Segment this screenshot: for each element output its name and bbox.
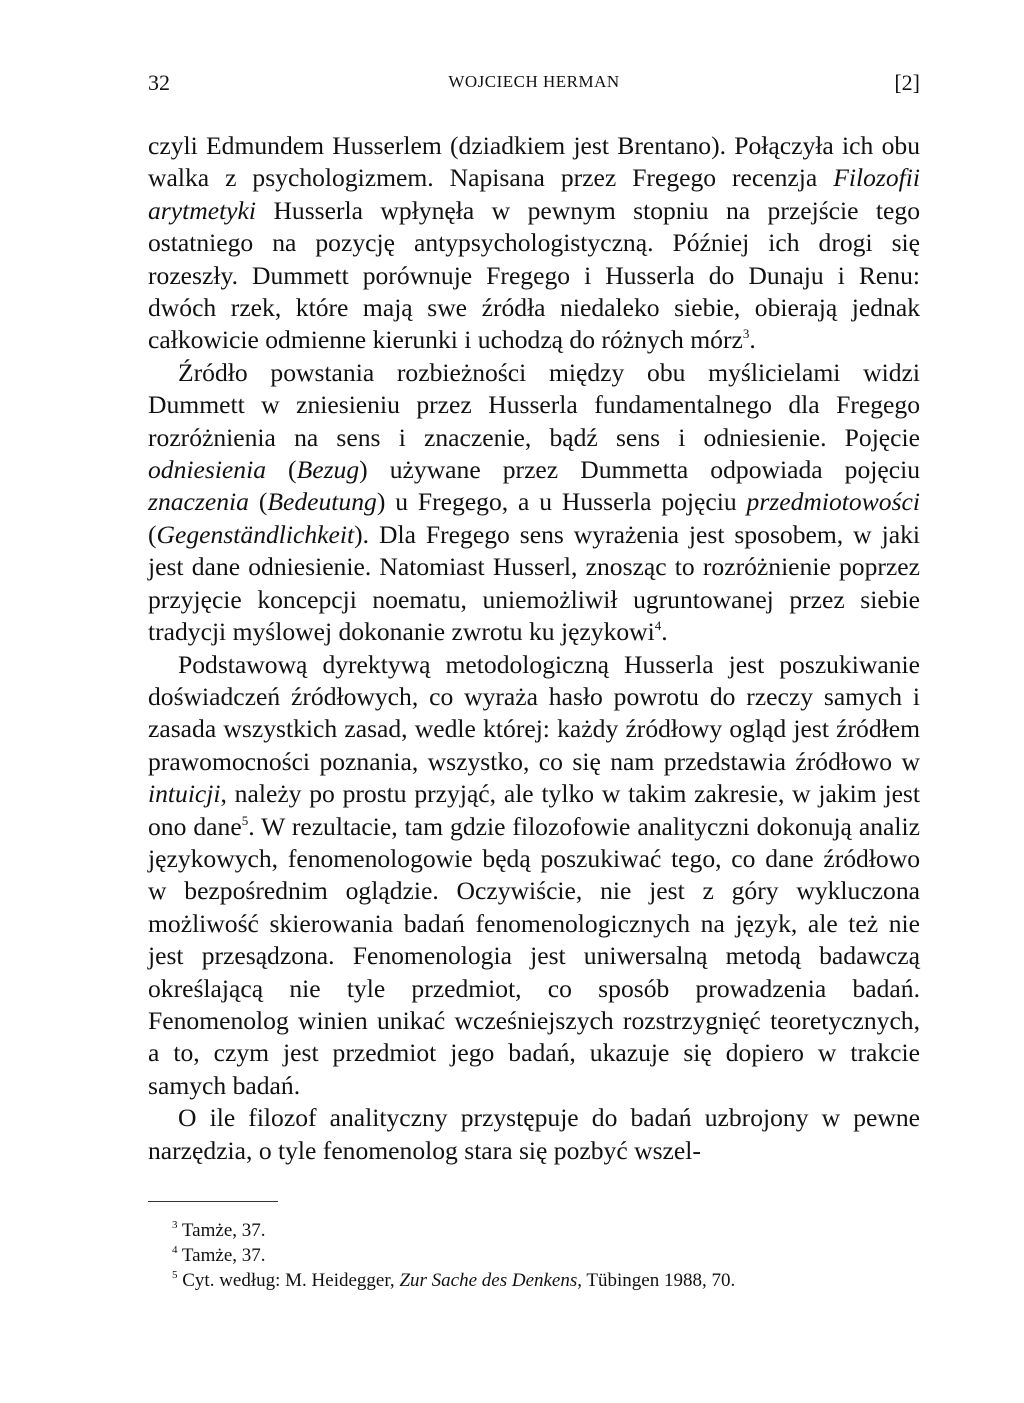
text-run: Źródło powstania rozbieżności między obu myślicielami widzi Dummett w zniesieniu przez Husserla fundamentalnego dla Fregego rozróżnienia na sens i znaczenie, bądź sens i odniesienie. Pojęcie — [148, 357, 920, 452]
text-run: ( — [248, 487, 268, 517]
text-run: czyli Edmundem Husserlem (dziadkiem jest Brentano). Połączyła ich obu walka z psychologizmem. Napisana przez Fregego recenzja — [148, 131, 920, 193]
text-run: . W rezultacie, tam gdzie filozofowie analityczni dokonują analiz językowych, fenomenologowie będą poszukiwać tego, co dane źródłowo w bezpośrednim oglądzie. Oczywiście, nie jest z góry wykluczona możliwość skierowania badań fenomenologicznych na język, ale też nie jest przesądzona. Fenomenologia jest uniwersalną metodą badawczą określającą nie tyle przedmiot, co sposób prowadzenia badań. Fenomenolog winien unikać wcześniejszych rozstrzygnięć teoretycznych, a to, czym jest przedmiot jego badań, ukazuje się dopiero w trakcie samych badań. — [148, 811, 921, 1100]
footnote — [172, 1268, 920, 1293]
text-run: Husserla wpłynęła w pewnym stopniu na przejście tego ostatniego na pozycję antypsychologistyczną. Później ich drogi się rozeszły. Dummett porównuje Fregego i Husserla do Dunaju i Renu: dwóch rzek, które mają swe źródła niedaleko siebie, obierają jednak całkowicie odmienne kierunki i uchodzą do różnych mórz — [148, 195, 920, 355]
italic-text: intuicji — [148, 779, 221, 809]
footnote-ref: 5 — [241, 812, 249, 828]
italic-text: Bedeutung — [267, 487, 377, 517]
running-head — [148, 70, 920, 106]
text-run: Podstawową dyrektywą metodologiczną Husserla jest poszukiwanie doświadczeń źródłowych, co wyraża hasło powrotu do rzeczy samych i zasada wszystkich zasad, wedle której: każdy źródłowy ogląd jest źródłem prawomocności poznania, wszystko, co się nam przedstawia źródłowo w — [148, 649, 920, 776]
paragraph — [148, 1102, 920, 1167]
text-run: Cyt. według: M. Heidegger, — [177, 1270, 400, 1291]
page — [148, 70, 920, 1293]
body-text — [148, 130, 920, 1167]
text-run: ). Dla Fregego sens wyrażenia jest sposobem, w jaki jest dane odniesienie. Natomiast Husserl, znosząc to rozróżnienie poprzez przyjęcie koncepcji noematu, uniemożliwił ugruntowanej przez siebie tradycji myślowej dokonanie zwrotu ku językowi — [148, 519, 920, 647]
footnote-ref: 5 — [172, 1269, 178, 1281]
text-run: O ile filozof analityczny przystępuje do badań uzbrojony w pewne narzędzia, o tyle fenomenolog stara się pozbyć wszel- — [148, 1103, 920, 1165]
page-number: 32 — [148, 70, 170, 95]
footnote-ref: 3 — [742, 326, 750, 342]
footnote-divider — [148, 1201, 278, 1202]
text-run: Tamże, 37. — [177, 1220, 266, 1241]
italic-text: przedmiotowości — [746, 487, 921, 517]
footnote-ref: 4 — [654, 618, 662, 634]
italic-text: odniesienia — [148, 455, 266, 485]
text-run: ( — [148, 519, 157, 549]
text-run: , należy po prostu przyjąć, ale tylko w takim zakresie, w jakim jest ono dane — [148, 779, 920, 841]
italic-text: Gegenständlichkeit — [156, 519, 355, 549]
running-head-author: WOJCIECH HERMAN — [448, 72, 620, 91]
footnote — [172, 1218, 920, 1243]
footnotes — [172, 1218, 920, 1293]
footnote-ref: 3 — [172, 1219, 178, 1231]
paragraph — [148, 130, 920, 357]
text-run: ) u Fregego, a u Husserla pojęciu — [376, 487, 747, 517]
italic-text: Zur Sache des Denkens — [399, 1270, 578, 1291]
paragraph — [148, 357, 920, 649]
italic-text: Bezug — [296, 455, 360, 485]
text-run: . — [661, 617, 668, 647]
italic-text: Filozofii arytmetyki — [148, 163, 920, 225]
paragraph — [148, 649, 920, 1103]
footnote-ref: 4 — [172, 1244, 178, 1256]
footnote — [172, 1243, 920, 1268]
text-run: , Tübingen 1988, 70. — [577, 1270, 736, 1291]
section-marker: [2] — [894, 70, 920, 95]
text-run: ( — [266, 455, 297, 485]
text-run: Tamże, 37. — [177, 1245, 266, 1266]
text-run: . — [749, 325, 756, 355]
text-run: ) używane przez Dummetta odpowiada pojęciu — [359, 455, 920, 485]
italic-text: znaczenia — [148, 487, 249, 517]
